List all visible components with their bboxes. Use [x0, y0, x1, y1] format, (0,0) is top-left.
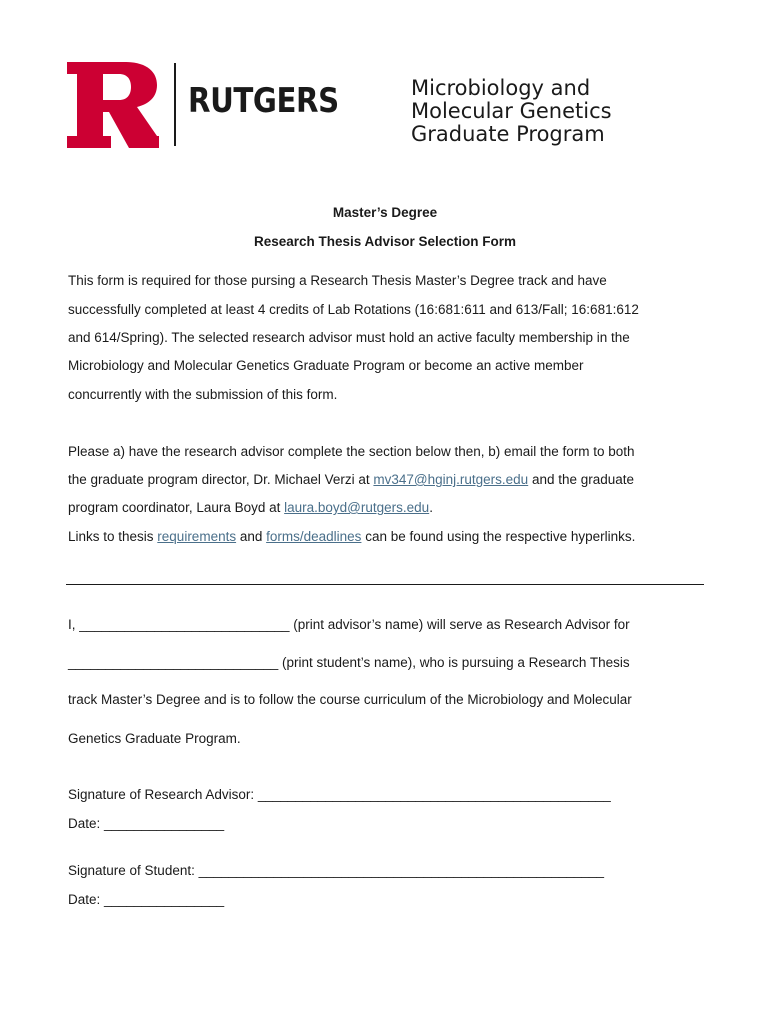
- intro-line: Microbiology and Molecular Genetics Graduate Program or become an active member: [68, 358, 584, 373]
- advisor-signature-field[interactable]: Signature of Research Advisor: _______________________________________________: [68, 787, 611, 802]
- program-title-line: Molecular Genetics: [411, 99, 612, 123]
- section-divider: [66, 584, 704, 585]
- instructions-text: and: [236, 529, 267, 544]
- statement-line: Genetics Graduate Program.: [68, 731, 241, 746]
- instructions-line: [68, 472, 634, 487]
- rutgers-r-logo-icon: [67, 62, 159, 148]
- rutgers-wordmark: RUTGERS: [188, 81, 339, 121]
- requirements-link[interactable]: requirements: [157, 529, 237, 544]
- instructions-line: [68, 500, 433, 515]
- program-title-line: Microbiology and: [411, 76, 591, 100]
- coordinator-email-link[interactable]: laura.boyd@rutgers.edu: [284, 500, 430, 515]
- advisor-date-field[interactable]: Date: ________________: [68, 816, 225, 831]
- logo-divider: [174, 63, 176, 146]
- intro-line: concurrently with the submission of this form.: [68, 387, 338, 402]
- student-signature-field[interactable]: Signature of Student: ______________________________________________________: [68, 863, 605, 878]
- statement-line: track Master’s Degree and is to follow the course curriculum of the Microbiology and Molecular: [68, 692, 632, 707]
- degree-heading: Master’s Degree: [332, 205, 438, 220]
- program-title: [411, 77, 612, 146]
- program-title-line: Graduate Program: [411, 122, 605, 146]
- statement-line[interactable]: ____________________________ (print student’s name), who is pursuing a Research Thesis: [68, 655, 630, 670]
- instructions-text: .: [429, 500, 433, 515]
- instructions-text: and the graduate: [528, 472, 635, 487]
- statement-line[interactable]: I, ____________________________ (print advisor’s name) will serve as Research Advisor for: [68, 617, 630, 632]
- intro-line: This form is required for those pursing a Research Thesis Master’s Degree track and have: [68, 273, 607, 288]
- director-email-link[interactable]: mv347@hginj.rutgers.edu: [373, 472, 529, 487]
- intro-line: and 614/Spring). The selected research advisor must hold an active faculty membership in the: [68, 330, 630, 345]
- instructions-text: can be found using the respective hyperlinks.: [361, 529, 636, 544]
- instructions-line: [68, 529, 635, 544]
- instructions-text: Links to thesis: [68, 529, 158, 544]
- form-title: Research Thesis Advisor Selection Form: [253, 234, 517, 249]
- intro-line: successfully completed at least 4 credits of Lab Rotations (16:681:611 and 613/Fall; 16:681:612: [68, 302, 639, 317]
- forms-deadlines-link[interactable]: forms/deadlines: [266, 529, 362, 544]
- instructions-text: the graduate program director, Dr. Michael Verzi at: [68, 472, 374, 487]
- student-date-field[interactable]: Date: ________________: [68, 892, 225, 907]
- instructions-text: program coordinator, Laura Boyd at: [68, 500, 285, 515]
- instructions-line: Please a) have the research advisor complete the section below then, b) email the form to both: [68, 444, 635, 459]
